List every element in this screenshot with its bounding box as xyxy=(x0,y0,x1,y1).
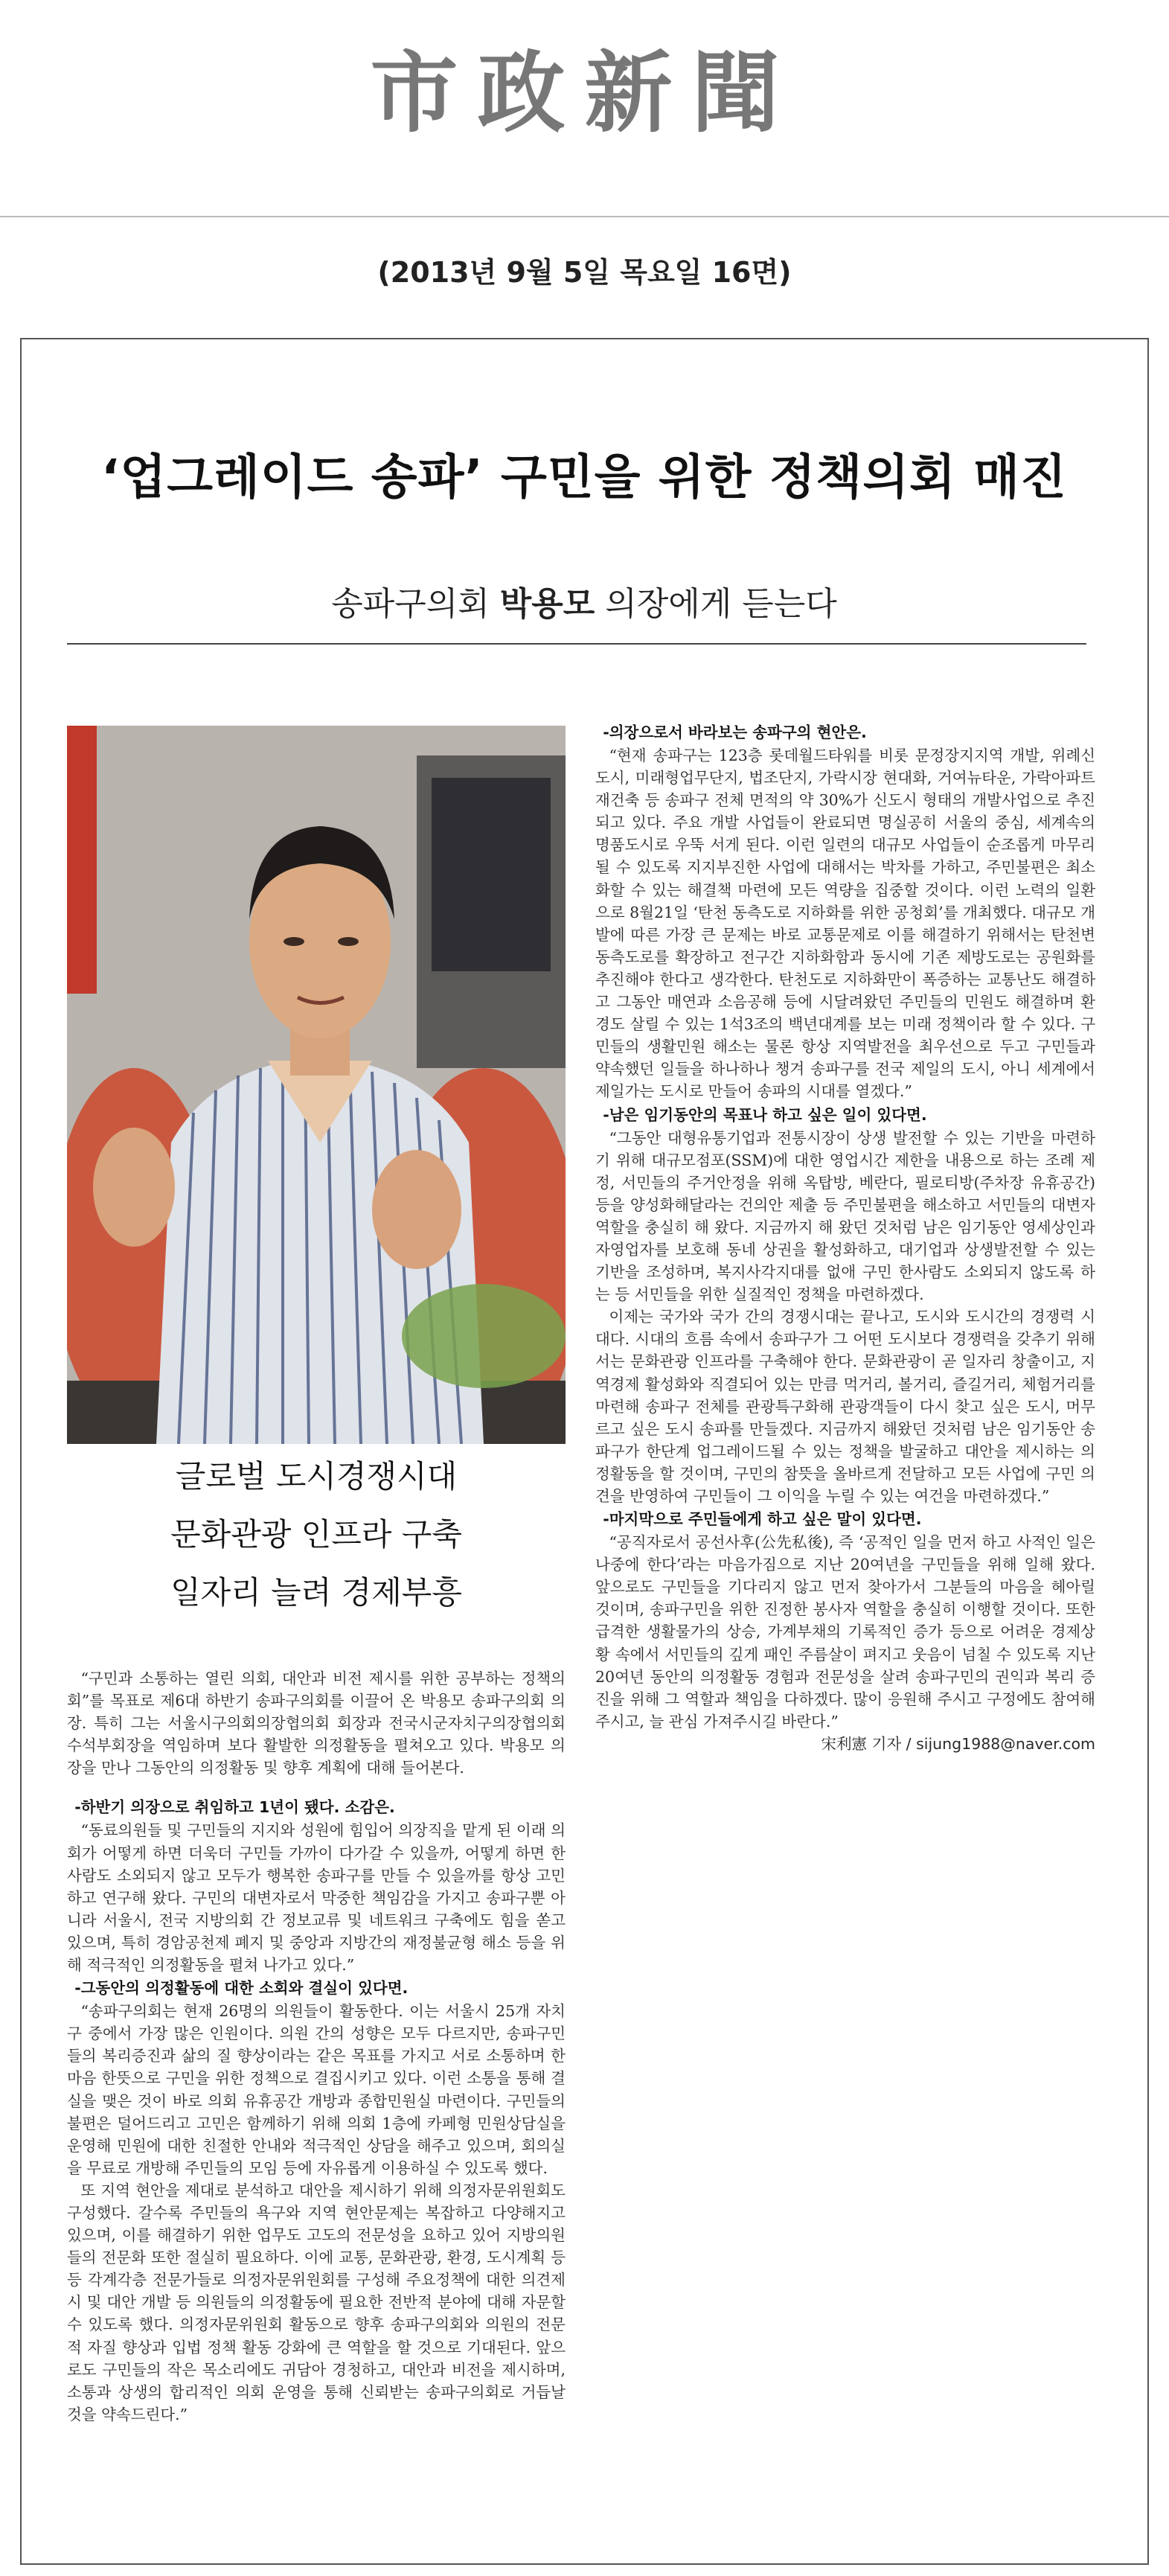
answer-paragraph: “현재 송파구는 123층 롯데월드타워를 비롯 문정장지지역 개발, 위례신도시, 미래형업무단지, 법조단지, 가락시장 현대화, 거여뉴타운, 가락아파트 재건축 등 송파구 전체 면적의 약 30%가 신도시 형태의 개발사업으로 추진되고 있다. 주요 개발 사업들이 완료되면 명실공히 서울의 중심, 세계속의 명품도시로 우뚝 서게 된다. 이런 일련의 대규모 사업들이 순조롭게 마무리될 수 있도록 지지부진한 사업에 대해서는 박차를 가하고, 주민불편은 최소화할 수 있는 해결책 마련에 모든 역량을 집중할 것이다. 이런 노력의 일환으로 8월21일 ‘탄천 동측도로 지하화를 위한 공청회’를 개최했다. 대규모 개발에 따른 가장 큰 문제는 바로 교통문제로 이를 해결하기 위해서는 탄천변 동측도로를 확장하고 전구간 지하화함과 동시에 기존 제방도로는 공원화를 추진해야 한다고 생각한다. 탄천도로 지하화만이 폭증하는 교통난도 해결하고 그동안 매연과 소음공해 등에 시달려왔던 주민들의 민원도 해결하며 환경도 살릴 수 있는 1석3조의 백년대계를 보는 미래 정책이라 할 수 있다. 구민들의 생활민원 해소는 물론 항상 지역발전을 최우선으로 두고 구민들과 약속했던 일들을 하나하나 챙겨 송파구를 전국 제일의 도시, 아니 세계에서 제일가는 도시로 만들어 송파의 시대를 열겠다.” xyxy=(595,747,1095,1101)
answer-paragraph: “동료의원들 및 구민들의 지지와 성원에 힘입어 의장직을 맡게 된 이래 의회가 어떻게 하면 더욱더 구민들 가까이 다가갈 수 있을까, 어떻게 하면 한사람도 소외되지 않고 모두가 행복한 송파구를 만들 수 있을까를 항상 고민하고 연구해 왔다. 구민의 대변자로서 막중한 책임감을 가지고 송파구뿐 아니라 서울시, 전국 지방의회 간 정보교류 및 네트워크 구축에도 힘을 쏟고 있으며, 특히 경암공천제 폐지 및 중앙과 지방간의 재정불균형 해소 등을 위해 적극적인 의정활동을 펼쳐 나가고 있다.” xyxy=(67,1821,566,1975)
answer-paragraph: 또 지역 현안을 제대로 분석하고 대안을 제시하기 위해 의정자문위원회도 구성했다. 갈수록 주민들의 욕구와 지역 현안문제는 복잡하고 다양해지고 있으며, 이를 해결하기 위한 업무도 고도의 전문성을 요하고 있어 지방의원들의 전문화 또한 절실히 필요하다. 이에 교통, 문화관광, 환경, 도시계획 등등 각계각층 전문가들로 의정자문위원회를 구성해 주요정책에 대한 의견제시 및 대안 개발 등 의원들의 의정활동에 필요한 전반적 분야에 대해 자문할 수 있도록 했다. 의정자문위원회 활동으로 향후 송파구의회와 의원의 전문적 자질 향상과 입법 정책 활동 강화에 큰 역할을 할 것으로 기대된다. 앞으로도 구민들의 작은 목소리에도 귀담아 경청하고, 대안과 비전을 제시하며, 소통과 상생의 합리적인 의회 운영을 통해 신뢰받는 송파구의회로 거듭날 것을 약속드린다.” xyxy=(67,2181,566,2423)
caption-line: 글로벌 도시경쟁시대 xyxy=(175,1458,458,1495)
question-heading: -마지막으로 주민들에게 하고 싶은 말이 있다면. xyxy=(603,1510,922,1529)
article-headline: ‘업그레이드 송파’ 구민을 위한 정책의회 매진 xyxy=(101,450,1067,505)
interview-photo xyxy=(67,726,566,1444)
question-heading: -하반기 의장으로 취임하고 1년이 됐다. 소감은. xyxy=(74,1798,395,1817)
caption-line: 일자리 늘려 경제부흥 xyxy=(170,1574,462,1611)
subhead-suffix: 의장에게 듣는다 xyxy=(595,585,837,623)
article-subhead xyxy=(45,577,1124,624)
photo-caption xyxy=(67,1448,566,1622)
question-heading: -그동안의 의정활동에 대한 소회와 결실이 있다면. xyxy=(74,1979,409,1998)
masthead-rule xyxy=(0,216,1169,217)
answer-paragraph: “송파구의회는 현재 26명의 의원들이 활동한다. 이는 서울시 25개 자치구 중에서 가장 많은 인원이다. 의원 간의 성향은 모두 다르지만, 송파구민들의 복리증진과 삶의 질 향상이라는 같은 목표를 가지고 서로 소통하며 한마음 한뜻으로 구민을 위한 정책으로 결집시키고 있다. 이런 소통을 통해 결실을 맺은 것이 바로 의회 유휴공간 개방과 종합민원실 마련이다. 구민들의 불편은 덜어드리고 고민은 함께하기 위해 의회 1층에 카페형 민원상담실을 운영해 민원에 대한 친절한 안내와 적극적인 상담을 해주고 있으며, 회의실을 무료로 개방해 주민들의 모임 등에 자유롭게 이용하실 수 있도록 했다. xyxy=(67,2002,566,2177)
answer-paragraph: “그동안 대형유통기업과 전통시장이 상생 발전할 수 있는 기반을 마련하기 위해 대규모점포(SSM)에 대한 영업시간 제한을 내용으로 하는 조례 제정, 서민들의 주거안정을 위해 옥탑방, 베란다, 필로티방(주차장 유휴공간) 등을 양성화해달라는 건의안 제출 등 주민불편을 해소하고 서민들의 대변자 역할을 충실히 해 왔다. 지금까지 해 왔던 것처럼 남은 임기동안 영세상인과 자영업자를 보호해 동네 상권을 활성화하고, 대기업과 상생발전할 수 있는 기반을 조성하며, 복지사각지대를 없애 구민 한사람도 소외되지 않도록 하는 등 서민들을 위한 실질적인 정책을 마련하겠다. xyxy=(595,1128,1095,1304)
subhead-rule xyxy=(67,643,1086,645)
reporter-byline: 宋利憲 기자 / sijung1988@naver.com xyxy=(821,1734,1095,1753)
article-column-right xyxy=(595,720,1095,2543)
caption-line: 문화관광 인프라 구축 xyxy=(170,1516,462,1553)
lead-paragraph: “구민과 소통하는 열린 의회, 대안과 비전 제시를 위한 공부하는 정책의회”를 목표로 제6대 하반기 송파구의회를 이끌어 온 박용모 송파구의회 의장. 특히 그는 서울시구의회의장협의회 회장과 전국시군자치구의장협의회 수석부회장을 역임하며 보다 활발한 의정활동을 펼쳐오고 있다. 박용모 의장을 만나 그동안의 의정활동 및 향후 계획에 대해 들어본다. xyxy=(67,1669,566,1777)
portrait-illustration xyxy=(67,726,566,1444)
question-heading: -남은 임기동안의 목표나 하고 싶은 일이 있다면. xyxy=(603,1105,927,1124)
newspaper-masthead: 市政新聞 xyxy=(370,41,799,144)
publication-dateline: (2013년 9월 5일 목요일 16면) xyxy=(377,256,792,289)
answer-paragraph: -의장으로서 바라보는 송파구의 현안은. xyxy=(603,723,867,741)
article-column-left xyxy=(67,1667,566,2538)
answer-paragraph: 이제는 국가와 국가 간의 경쟁시대는 끝나고, 도시와 도시간의 경쟁력 시대다. 시대의 흐름 속에서 송파구가 그 어떤 도시보다 경쟁력을 갖추기 위해서는 문화관광 인프라를 구축해야 한다. 문화관광이 곧 일자리 창출이고, 지역경제 활성화와 직결되어 있는 만큼 먹거리, 볼거리, 즐길거리, 체험거리를 마련해 송파구 전체를 관광특구화해 관광객들이 다시 찾고 싶은 도시, 머무르고 싶은 도시 송파를 만들겠다. 지금까지 해왔던 것처럼 남은 임기동안 송파구가 한단계 업그레이드될 수 있는 정책을 발굴하고 대안을 제시하는 의정활동을 할 것이며, 구민의 참뜻을 올바르게 전달하고 모든 사업에 구민 의견을 반영하여 구민들이 그 이익을 누릴 수 있는 여건을 마련하겠다.” xyxy=(595,1308,1095,1505)
answer-paragraph: “공직자로서 공선사후(公先私後), 즉 ‘공적인 일을 먼저 하고 사적인 일은 나중에 한다’라는 마음가짐으로 지난 20여년을 구민들을 위해 일해 왔다. 앞으로도 구민들을 기다리지 않고 먼저 찾아가서 그분들의 마음을 헤아릴 것이며, 송파구민을 위한 진정한 봉사자 역할을 충실히 이행할 것이다. 또한 급격한 생활물가의 상승, 가계부채의 기록적인 증가 등으로 어려운 경제상황 속에서 서민들의 깊게 패인 주름살이 펴지고 웃음이 넘칠 수 있도록 지난 20여년 동안의 의정활동 경험과 전문성을 살려 송파구민의 권익과 복리 증진을 위해 그 역할과 책임을 다하겠다. 많이 응원해 주시고 구정에도 참여해 주시고, 늘 관심 가져주시길 바란다.” xyxy=(595,1533,1095,1730)
subhead-prefix: 송파구의회 xyxy=(331,585,500,623)
subhead-name: 박용모 xyxy=(499,585,595,623)
